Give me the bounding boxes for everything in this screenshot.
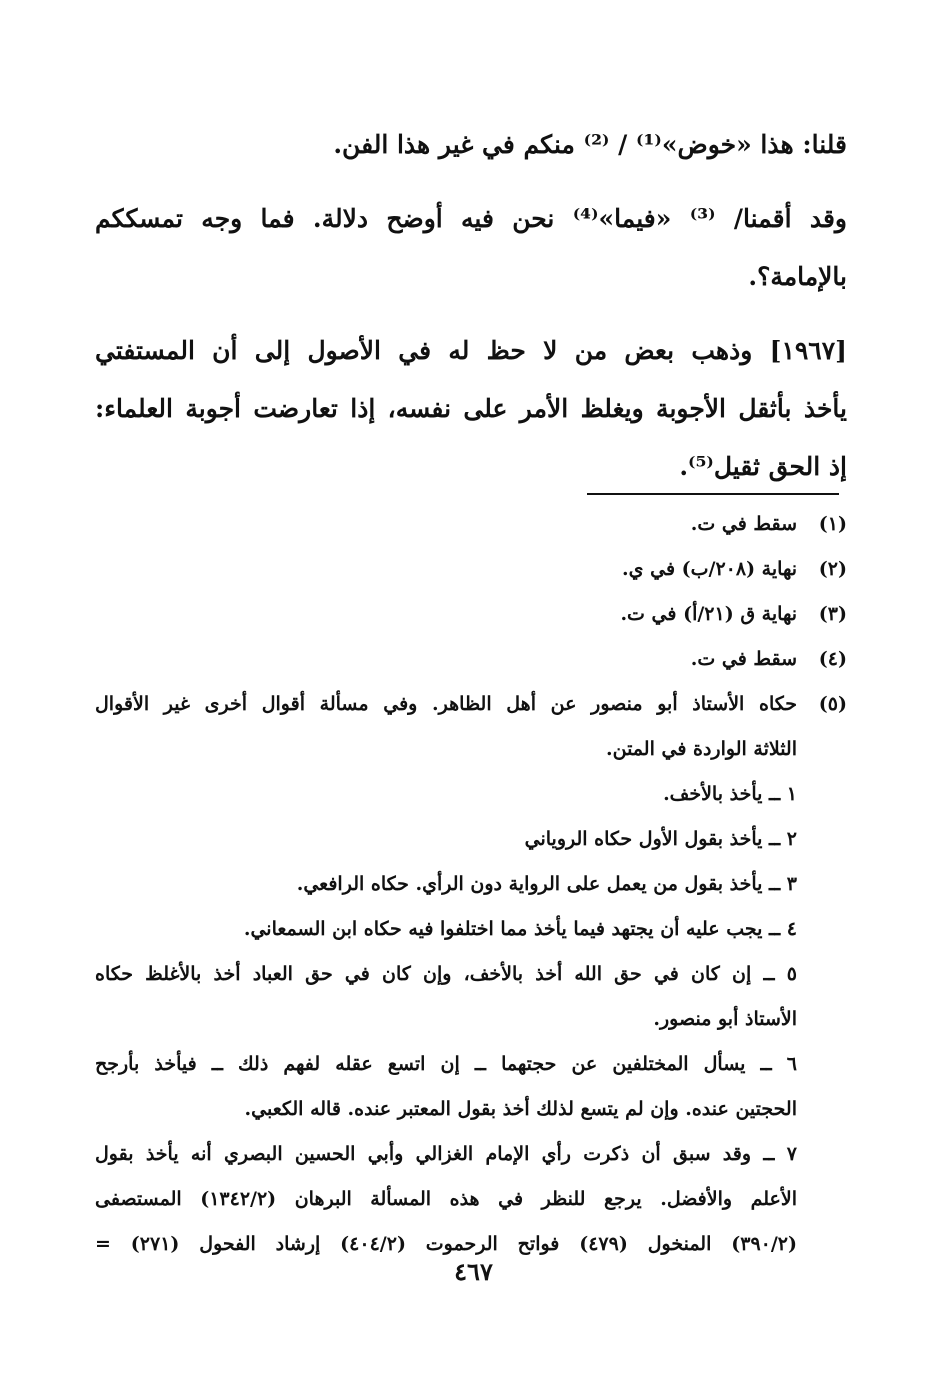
main-text: [95, 116, 847, 496]
footnote-text: ٦ ــ يسأل المختلفين عن حجتهما ــ إن اتسع عقله لفهم ذلك ــ فيأخذ بأرجح: [95, 1053, 797, 1075]
footnote-text: الحجتين عنده. وإن لم يتسع لذلك أخذ بقول المعتبر عنده. قاله الكعبي.: [244, 1098, 797, 1120]
footnote-number: (٥): [818, 693, 847, 715]
footnote-text: ٢ ــ يأخذ بقول الأول حكاه الروياني: [524, 828, 797, 850]
body-line: [١٩٦٧] وذهب بعض من لا حظ له في الأصول إلى أن المستفتي: [95, 336, 847, 365]
footnote-text: سقط في ت.: [690, 513, 797, 535]
footnote-number: (٤): [818, 648, 847, 670]
footnote-number: (١): [818, 513, 847, 535]
footnote-text: حكاه الأستاذ أبو منصور عن أهل الظاهر. وفي مسألة أقوال أخرى غير الأقوال: [95, 693, 797, 715]
footnote-text: نهاية ق (٢١/أ) في ت.: [620, 603, 797, 625]
body-line: بالإمامة؟.: [748, 262, 847, 291]
footnote-separator: [587, 493, 839, 495]
footnote-number: (٣): [818, 603, 847, 625]
footnote-text: الأستاذ أبو منصور.: [653, 1008, 797, 1030]
page-number: ٤٦٧: [454, 1257, 493, 1286]
footnote-text: ٤ ــ يجب عليه أن يجتهد فيما يأخذ مما اختلفوا فيه حكاه ابن السمعاني.: [243, 918, 797, 940]
footnote-text: سقط في ت.: [690, 648, 797, 670]
body-line: قلنا: هذا «خوض»⁽¹⁾ / ⁽²⁾ منكم في غير هذا الفن.: [333, 130, 847, 159]
footnote-text: ٧ ــ وقد سبق أن ذكرت رأي الإمام الغزالي وأبي الحسين البصري أنه يأخذ بقول: [95, 1143, 797, 1165]
body-line: وقد أقمنا/ ⁽³⁾ «فيما»⁽⁴⁾ نحن فيه أوضح دلالة. فما وجه تمسككم: [95, 204, 847, 233]
footnote-text: (٣٩٠/٢) المنخول (٤٧٩) فواتح الرحموت (٤٠٤/٢) إرشاد الفحول (٢٧١) =: [95, 1233, 797, 1255]
footnote-text: ٥ ــ إن كان في حق الله أخذ بالأخف، وإن كان في حق العباد أخذ بالأغلظ حكاه: [95, 963, 797, 985]
body-line: إذ الحق ثقيل⁽⁵⁾.: [679, 452, 847, 481]
footnote-text: الثلاثة الواردة في المتن.: [606, 738, 797, 760]
footnote-text: نهاية (٢٠٨/ب) في ي.: [622, 558, 797, 580]
footnote-number: (٢): [818, 558, 847, 580]
footnote-text: ١ ــ يأخذ بالأخف.: [663, 783, 797, 805]
footnotes: [95, 502, 847, 1267]
footnote-text: ٣ ــ يأخذ بقول من يعمل على الرواية دون الرأي. حكاه الرافعي.: [296, 873, 797, 895]
footnote-text: الأعلم والأفضل. يرجع للنظر في هذه المسألة البرهان (١٣٤٢/٢) المستصفى: [95, 1188, 797, 1210]
body-line: يأخذ بأثقل الأجوبة ويغلظ الأمر على نفسه، إذا تعارضت أجوبة العلماء:: [95, 394, 847, 423]
